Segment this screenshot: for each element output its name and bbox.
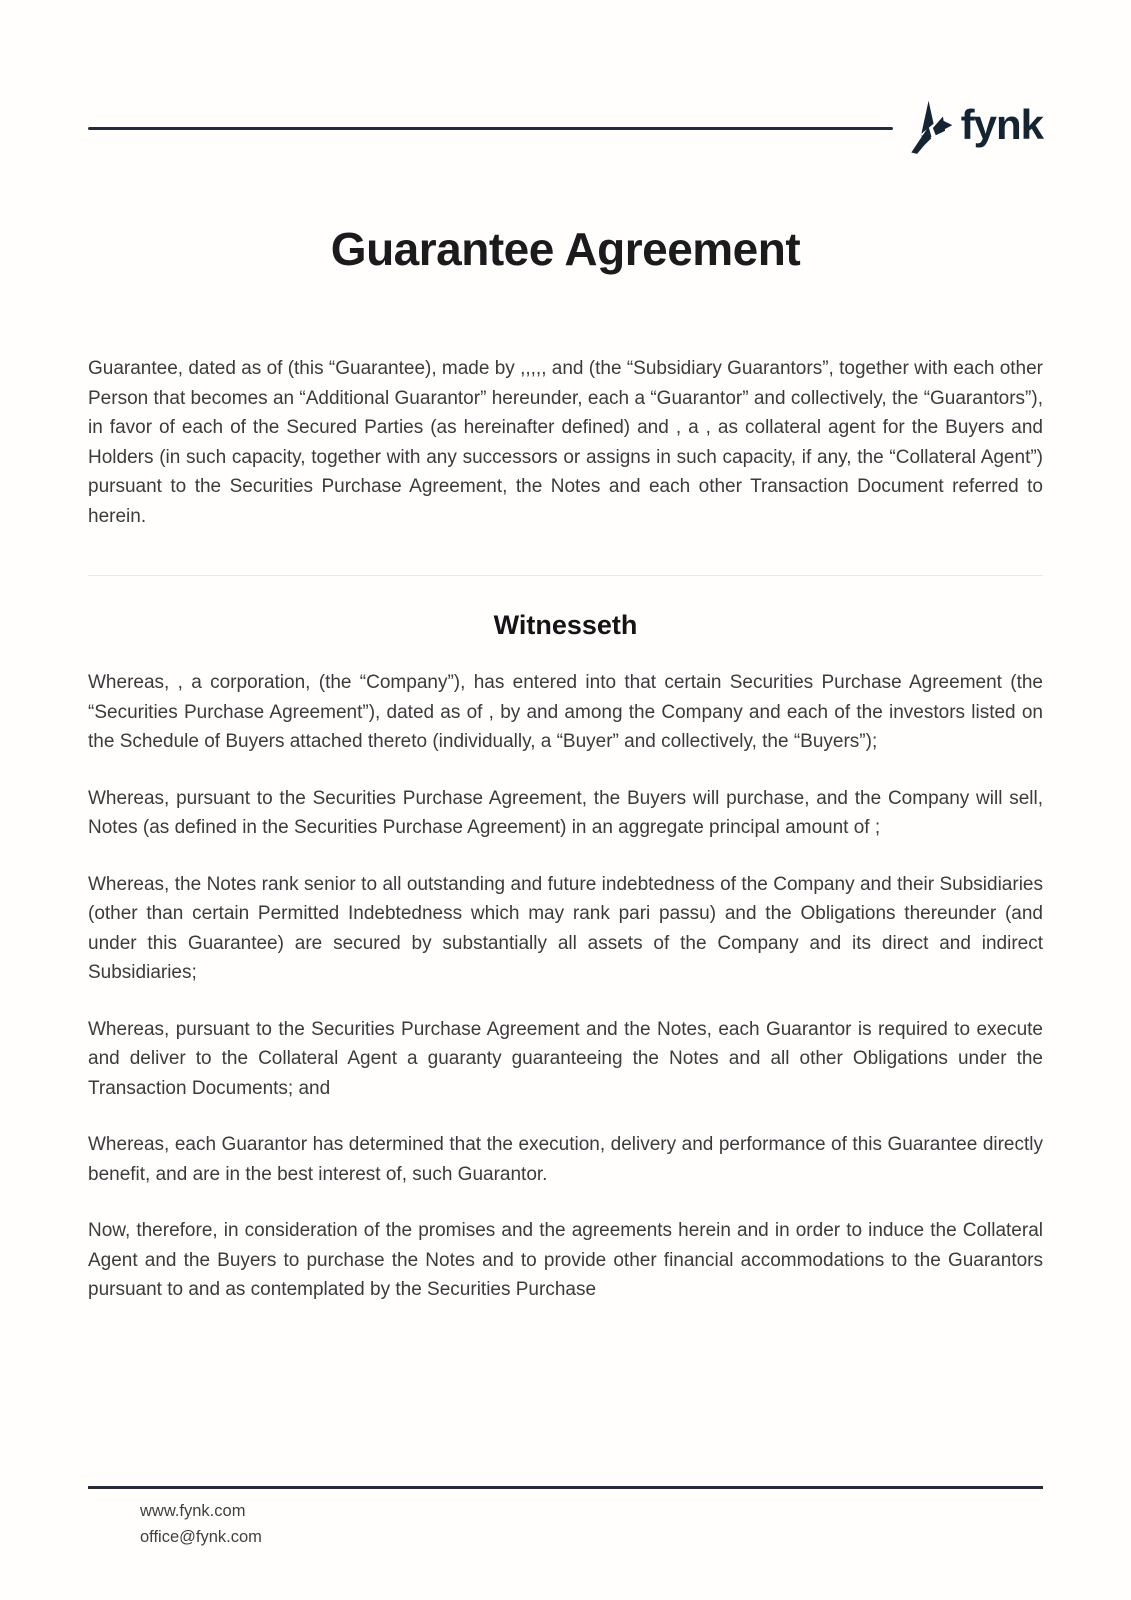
origami-crane-icon <box>907 99 961 157</box>
whereas-paragraph-5: Whereas, each Guarantor has determined that the execution, delivery and performance of this Guarantee directly benefit, and are in the best interest of, such Guarantor. <box>88 1134 1043 1185</box>
document-title: Guarantee Agreement <box>330 223 801 275</box>
header-rule <box>88 127 893 130</box>
footer-website-link[interactable]: www.fynk.com <box>140 1502 246 1520</box>
witnesseth-heading: Witnesseth <box>493 610 638 640</box>
whereas-paragraph-2: Whereas, pursuant to the Securities Purchase Agreement, the Buyers will purchase, and the Company will sell, Notes (as defined in the Securities Purchase Agreement) in an aggregate principal amount of ; <box>88 787 1043 838</box>
fynk-logo <box>907 99 1043 157</box>
section-divider <box>88 575 1043 576</box>
whereas-paragraph-1: Whereas, , a corporation, (the “Company”), has entered into that certain Securities Purchase Agreement (the “Securities Purchase Agreement”), dated as of , by and among the Company and each of the investors listed on the Schedule of Buyers attached thereto (individually, a “Buyer” and collectively, the “Buyers”); <box>88 672 1043 752</box>
intro-paragraph: Guarantee, dated as of (this “Guarantee), made by ,,,,, and (the “Subsidiary Guarantors”, together with each other Person that becomes an “Additional Guarantor” hereunder, each a “Guarantor” and collectively, the “Guarantors”), in favor of each of the Secured Parties (as hereinafter defined) and , a , as collateral agent for the Buyers and Holders (in such capacity, together with any successors or assigns in such capacity, if any, the “Collateral Agent”) pursuant to the Securities Purchase Agreement, the Notes and each other Transaction Document referred to herein. <box>88 358 1043 527</box>
page-header <box>88 0 1043 160</box>
whereas-paragraph-4: Whereas, pursuant to the Securities Purchase Agreement and the Notes, each Guarantor is required to execute and deliver to the Collateral Agent a guaranty guaranteeing the Notes and all other Obligations under the Transaction Documents; and <box>88 1018 1043 1099</box>
now-therefore-paragraph: Now, therefore, in consideration of the promises and the agreements herein and in order to induce the Collateral Agent and the Buyers to purchase the Notes and to provide other financial accommodations to the Guarantors pursuant to and as contemplated by the Securities Purchase <box>88 1220 1043 1300</box>
footer-email-link[interactable]: office@fynk.com <box>140 1528 262 1546</box>
fynk-logo-text: fynk <box>960 101 1043 148</box>
whereas-paragraph-3: Whereas, the Notes rank senior to all outstanding and future indebtedness of the Company and their Subsidiaries (other than certain Permitted Indebtedness which may rank pari passu) and the Obligations thereunder (and under this Guarantee) are secured by substantially all assets of the Company and its direct and indirect Subsidiaries; <box>88 873 1043 983</box>
page-footer <box>88 1486 1043 1550</box>
